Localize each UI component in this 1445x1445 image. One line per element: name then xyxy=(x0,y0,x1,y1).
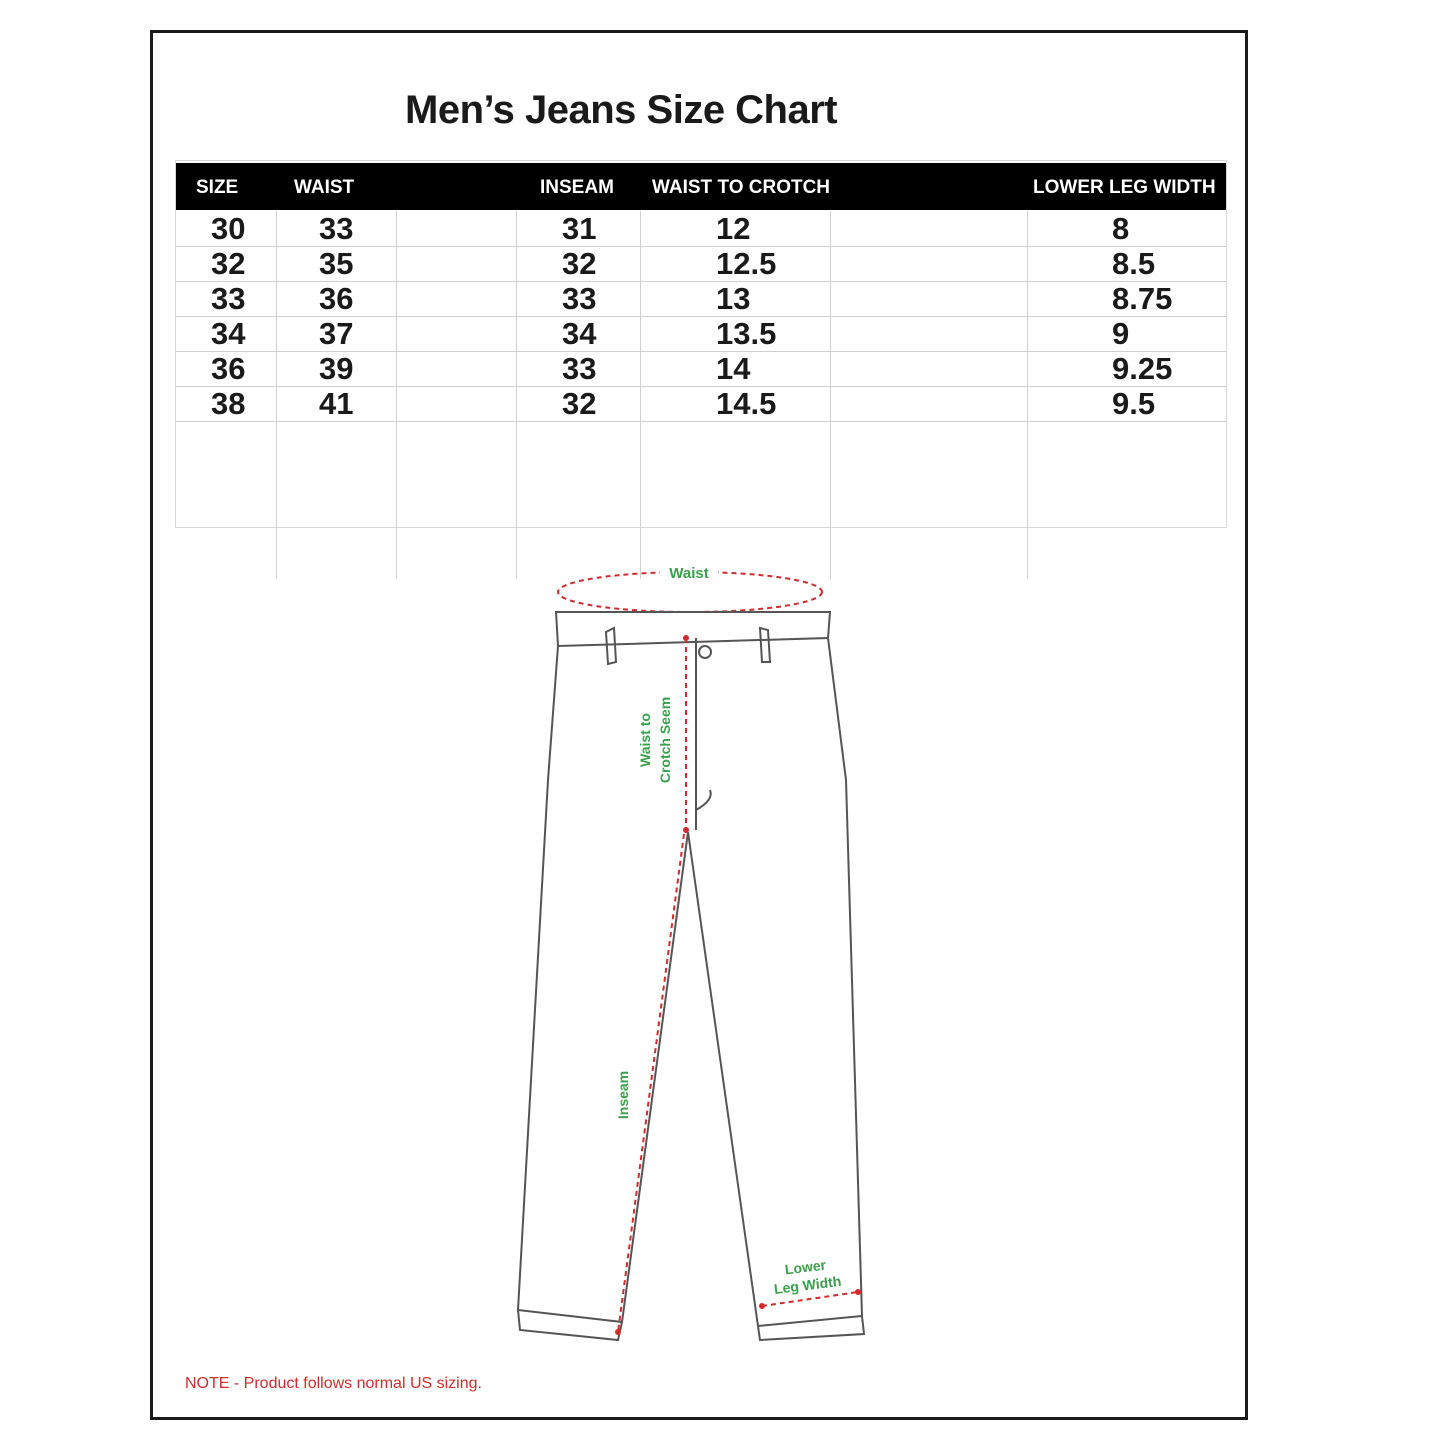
waist-to-crotch-label-line2: Crotch Seem xyxy=(657,696,673,784)
table-row xyxy=(176,386,1226,422)
lower-leg-width-label-line2: Leg Width xyxy=(773,1272,843,1297)
cell-size: 30 xyxy=(211,211,246,246)
cell-lower-leg-width: 9.5 xyxy=(1112,386,1156,421)
cell-lower-leg-width: 9.25 xyxy=(1112,351,1173,386)
cell-inseam: 31 xyxy=(562,211,597,246)
header-waist-to-crotch: WAIST TO CROTCH xyxy=(652,177,831,198)
cell-waist: 37 xyxy=(319,316,354,351)
cell-waist-to-crotch: 14 xyxy=(716,351,751,386)
cell-lower-leg-width: 9 xyxy=(1112,316,1130,351)
cell-inseam: 33 xyxy=(562,351,597,386)
cell-inseam: 34 xyxy=(562,316,597,351)
cell-size: 33 xyxy=(211,281,246,316)
waist-to-crotch-label-line1: Waist to xyxy=(637,713,653,767)
table-row xyxy=(176,281,1226,317)
cell-waist-to-crotch: 12.5 xyxy=(716,246,777,281)
lower-leg-width-label xyxy=(771,1255,842,1297)
cell-size: 36 xyxy=(211,351,246,386)
cell-waist-to-crotch: 13.5 xyxy=(716,316,777,351)
cell-waist: 33 xyxy=(319,211,354,246)
table-header xyxy=(176,163,1226,210)
size-table xyxy=(175,160,1227,528)
cell-size: 32 xyxy=(211,246,246,281)
cell-inseam: 32 xyxy=(562,386,597,421)
header-waist: WAIST xyxy=(294,177,355,198)
waist-to-crotch-label xyxy=(637,697,673,783)
sizing-note: NOTE - Product follows normal US sizing. xyxy=(185,1375,482,1392)
cell-waist: 39 xyxy=(319,351,354,386)
header-lower-leg-width: LOWER LEG WIDTH xyxy=(1033,177,1216,198)
cell-size: 34 xyxy=(211,316,246,351)
cell-lower-leg-width: 8.75 xyxy=(1112,281,1173,316)
cell-waist-to-crotch: 12 xyxy=(716,211,751,246)
lower-leg-width-label-line1: Lower xyxy=(783,1256,827,1278)
cell-waist: 36 xyxy=(319,281,354,316)
inseam-label: Inseam xyxy=(615,1070,631,1120)
chart-title: Men’s Jeans Size Chart xyxy=(405,88,838,132)
cell-lower-leg-width: 8 xyxy=(1112,211,1130,246)
cell-inseam: 33 xyxy=(562,281,597,316)
header-inseam: INSEAM xyxy=(540,177,614,198)
measure-point xyxy=(855,1289,861,1295)
jeans-measurement-diagram xyxy=(500,550,900,1350)
measure-point xyxy=(759,1303,765,1309)
cell-inseam: 32 xyxy=(562,246,597,281)
header-size: SIZE xyxy=(196,177,239,198)
cell-waist: 41 xyxy=(319,386,354,421)
cell-lower-leg-width: 8.5 xyxy=(1112,246,1156,281)
jeans-outline xyxy=(518,612,864,1340)
table-row xyxy=(176,316,1226,352)
table-row xyxy=(176,351,1226,387)
measure-point xyxy=(683,635,689,641)
measure-point xyxy=(683,827,689,833)
cell-size: 38 xyxy=(211,386,246,421)
cell-waist-to-crotch: 14.5 xyxy=(716,386,777,421)
measure-point xyxy=(615,1329,621,1335)
table-row xyxy=(176,211,1226,247)
cell-waist: 35 xyxy=(319,246,354,281)
table-row xyxy=(176,246,1226,282)
cell-waist-to-crotch: 13 xyxy=(716,281,751,316)
waist-label: Waist xyxy=(669,565,709,582)
